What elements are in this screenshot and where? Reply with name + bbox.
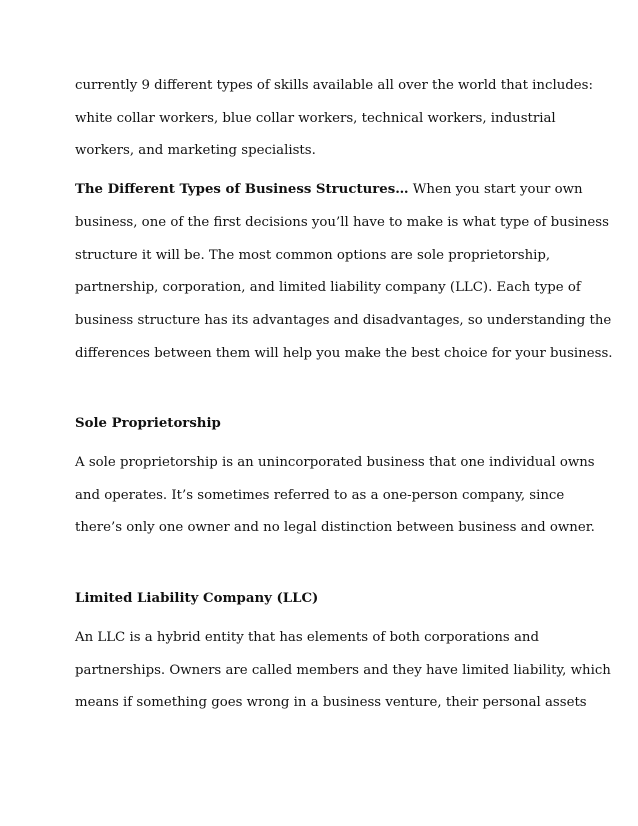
text-line: workers, and marketing specialists. [75, 143, 316, 159]
llc-section [75, 583, 611, 720]
text-line: partnership, corporation, and limited liability company (LLC). Each type of [75, 280, 581, 296]
sole-proprietorship-section [75, 408, 595, 545]
text-line: structure it will be. The most common options are sole proprietorship, [75, 247, 551, 263]
text-line: white collar workers, blue collar workers, technical workers, industrial [75, 110, 556, 126]
text-line: there’s only one owner and no legal distinction between business and owner. [75, 520, 595, 536]
intro-paragraph [75, 70, 593, 168]
business-structures-paragraph [75, 174, 613, 370]
text-line: and operates. It’s sometimes referred to as a one-person company, since [75, 487, 565, 503]
text-line: means if something goes wrong in a business venture, their personal assets [75, 695, 587, 711]
text-line: A sole proprietorship is an unincorporated business that one individual owns [75, 455, 595, 471]
text-line [75, 174, 583, 207]
text-fragment: When you start your own [408, 182, 583, 198]
document-page [75, 70, 613, 720]
text-line: business, one of the first decisions you’ll have to make is what type of business [75, 214, 609, 230]
section-heading: Sole Proprietorship [75, 416, 221, 432]
text-line: differences between them will help you make the best choice for your business. [75, 345, 613, 361]
text-line: currently 9 different types of skills available all over the world that includes: [75, 78, 593, 93]
section-heading: Limited Liability Company (LLC) [75, 591, 319, 607]
text-line: An LLC is a hybrid entity that has elements of both corporations and [75, 629, 539, 645]
text-line: business structure has its advantages and disadvantages, so understanding the [75, 312, 612, 328]
paragraph-lead-heading: The Different Types of Business Structures… [75, 182, 409, 198]
text-line: partnerships. Owners are called members and they have limited liability, which [75, 662, 611, 678]
